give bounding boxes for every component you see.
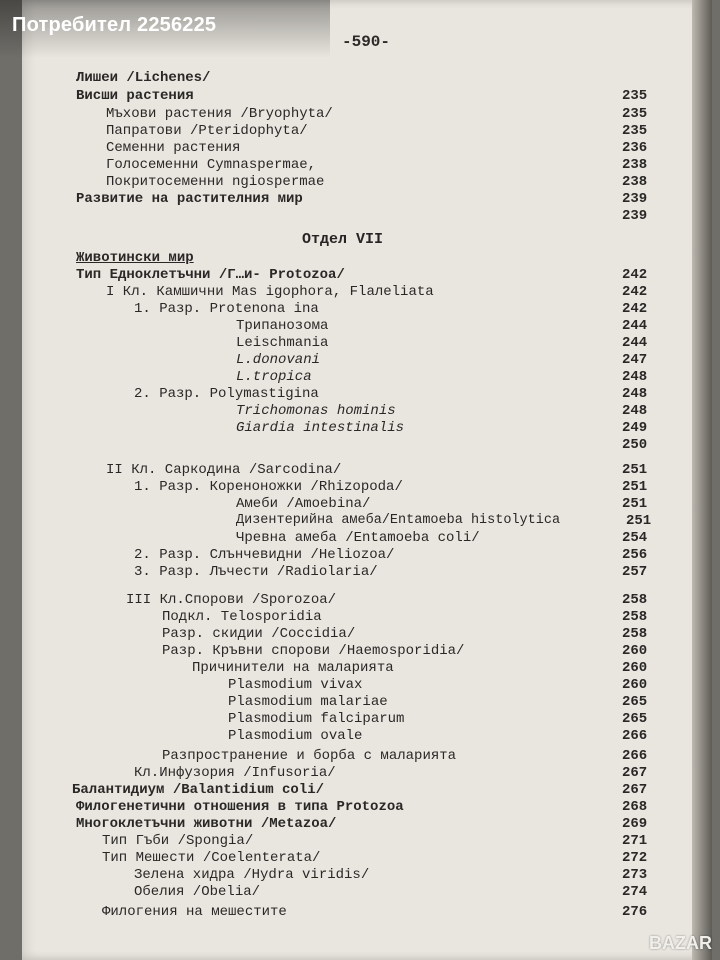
- toc-page-num: 251: [622, 496, 648, 512]
- toc-entry: L.tropica: [236, 369, 312, 385]
- toc-page-num: 271: [622, 833, 648, 849]
- toc-page-num: 274: [622, 884, 648, 900]
- toc-entry: Leischmania: [236, 335, 329, 351]
- toc-page-num: 239: [622, 191, 648, 207]
- toc-entry: Кл.Инфузория /Infusoria/: [134, 765, 336, 781]
- toc-page-num: 236: [622, 140, 648, 156]
- user-label: Потребител 2256225: [12, 14, 217, 36]
- toc-entry: Тип Мешести /Coelenterata/: [102, 850, 321, 866]
- toc-entry: Трипанозома: [236, 318, 329, 334]
- toc-page-num: 265: [622, 711, 648, 727]
- toc-entry: Балантидиум /Balantidium coli/: [72, 782, 325, 798]
- toc-page-num: 267: [622, 765, 648, 781]
- toc-entry: Папратови /Pteridophyta/: [106, 123, 308, 139]
- toc-page-num: 242: [622, 284, 648, 300]
- toc-entry: 2. Разр. Polymastigina: [134, 386, 319, 402]
- toc-entry: Амеби /Amoebina/: [236, 496, 371, 512]
- toc-entry: Plasmodium falciparum: [228, 711, 405, 727]
- page-number: -590-: [342, 33, 391, 51]
- toc-page-num: 239: [622, 208, 648, 224]
- toc-page-num: 250: [622, 437, 648, 453]
- toc-page-num: 257: [622, 564, 648, 580]
- toc-entry: Trichomonas hominis: [236, 403, 396, 419]
- toc-entry: Тип Гъби /Spongia/: [102, 833, 254, 849]
- toc-entry: Разр. Кръвни спорови /Haemosporidia/: [162, 643, 465, 659]
- toc-page-num: 247: [622, 352, 648, 368]
- toc-entry: III Кл.Спорови /Sporozoa/: [126, 592, 337, 608]
- toc-entry: 1. Разр. Кореноножки /Rhizopoda/: [134, 479, 403, 495]
- toc-page-num: 267: [622, 782, 648, 798]
- toc-page-num: 244: [622, 318, 648, 334]
- toc-page-num: 258: [622, 626, 648, 642]
- toc-page-num: 260: [622, 660, 648, 676]
- toc-entry: Разр. скидии /Coccidia/: [162, 626, 356, 642]
- toc-page-num: 251: [622, 479, 648, 495]
- toc-page-num: 248: [622, 386, 648, 402]
- toc-entry: Plasmodium malariae: [228, 694, 388, 710]
- toc-page-num: 269: [622, 816, 648, 832]
- toc-entry: L.donovani: [236, 352, 321, 368]
- toc-page-num: 258: [622, 609, 648, 625]
- toc-page-num: 242: [622, 301, 648, 317]
- toc-entry: Филогения на мешестите: [102, 904, 287, 920]
- toc-entry: Дизентерийна амеба/Entamoeba histolytica: [236, 513, 561, 528]
- toc-entry: Подкл. Telosporidia: [162, 609, 322, 625]
- toc-entry: Чревна амеба /Entamoeba coli/: [236, 530, 480, 546]
- toc-page-num: 254: [622, 530, 648, 546]
- toc-entry: Развитие на растителния мир: [76, 191, 303, 207]
- toc-entry: II Кл. Саркодина /Sarcodina/: [106, 462, 342, 478]
- toc-entry: Филогенетични отношения в типа Protozoa: [76, 799, 404, 815]
- toc-entry: Голосеменни Cymnaspermae,: [106, 157, 317, 173]
- toc-page-num: 256: [622, 547, 648, 563]
- toc-page-num: 265: [622, 694, 648, 710]
- toc-page-num: 272: [622, 850, 648, 866]
- toc-page-num: 260: [622, 677, 648, 693]
- toc-entry: Обелия /Obelia/: [134, 884, 261, 900]
- toc-page-num: 244: [622, 335, 648, 351]
- watermark: BAZAR: [649, 933, 712, 953]
- toc-page-num: 238: [622, 157, 648, 173]
- toc-entry: I Кл. Камшични Mas igophora, Flaлeliata: [106, 284, 434, 300]
- toc-page-num: 235: [622, 123, 648, 139]
- toc-entry: Plasmodium ovale: [228, 728, 363, 744]
- toc-entry: Мъхови растения /Bryophyta/: [106, 106, 333, 122]
- toc-page-num: 268: [622, 799, 648, 815]
- section-heading: Отдел VII: [302, 231, 384, 248]
- toc-page-num: 266: [622, 728, 648, 744]
- user-overlay: [0, 0, 330, 58]
- toc-page-num: 248: [622, 403, 648, 419]
- toc-page-num: 273: [622, 867, 648, 883]
- toc-page-num: 251: [626, 513, 652, 529]
- toc-page-num: 251: [622, 462, 648, 478]
- toc-page-num: 242: [622, 267, 648, 283]
- toc-page-num: 276: [622, 904, 648, 920]
- book-page: [22, 0, 712, 960]
- toc-entry: Лишеи /Lichenes/: [76, 70, 211, 86]
- table-of-contents: [22, 0, 712, 960]
- toc-entry: Plasmodium vivax: [228, 677, 363, 693]
- toc-page-num: 235: [622, 88, 648, 104]
- toc-page-num: 266: [622, 748, 648, 764]
- toc-page-num: 235: [622, 106, 648, 122]
- toc-entry: Семенни растения: [106, 140, 241, 156]
- toc-entry: Покритосеменни ngiospermae: [106, 174, 325, 190]
- toc-entry: Животински мир: [76, 250, 194, 266]
- toc-page-num: 249: [622, 420, 648, 436]
- toc-page-num: 248: [622, 369, 648, 385]
- toc-page-num: 258: [622, 592, 648, 608]
- toc-entry: 3. Разр. Лъчести /Radiolaria/: [134, 564, 378, 580]
- toc-entry: Тип Едноклетъчни /Г…и- Protozoa/: [76, 267, 345, 283]
- toc-page-num: 260: [622, 643, 648, 659]
- toc-entry: 1. Разр. Protenona ina: [134, 301, 319, 317]
- toc-entry: Giardia intestinalis: [236, 420, 405, 436]
- toc-entry: Многоклетъчни животни /Metazoa/: [76, 816, 337, 832]
- toc-entry: Разпространение и борба с маларията: [162, 748, 457, 764]
- toc-page-num: 238: [622, 174, 648, 190]
- toc-entry: Зелена хидра /Hydra viridis/: [134, 867, 370, 883]
- toc-entry: 2. Разр. Слънчевидни /Heliozoa/: [134, 547, 395, 563]
- toc-entry: Причинители на маларията: [192, 660, 394, 676]
- toc-entry: Висши растения: [76, 88, 194, 104]
